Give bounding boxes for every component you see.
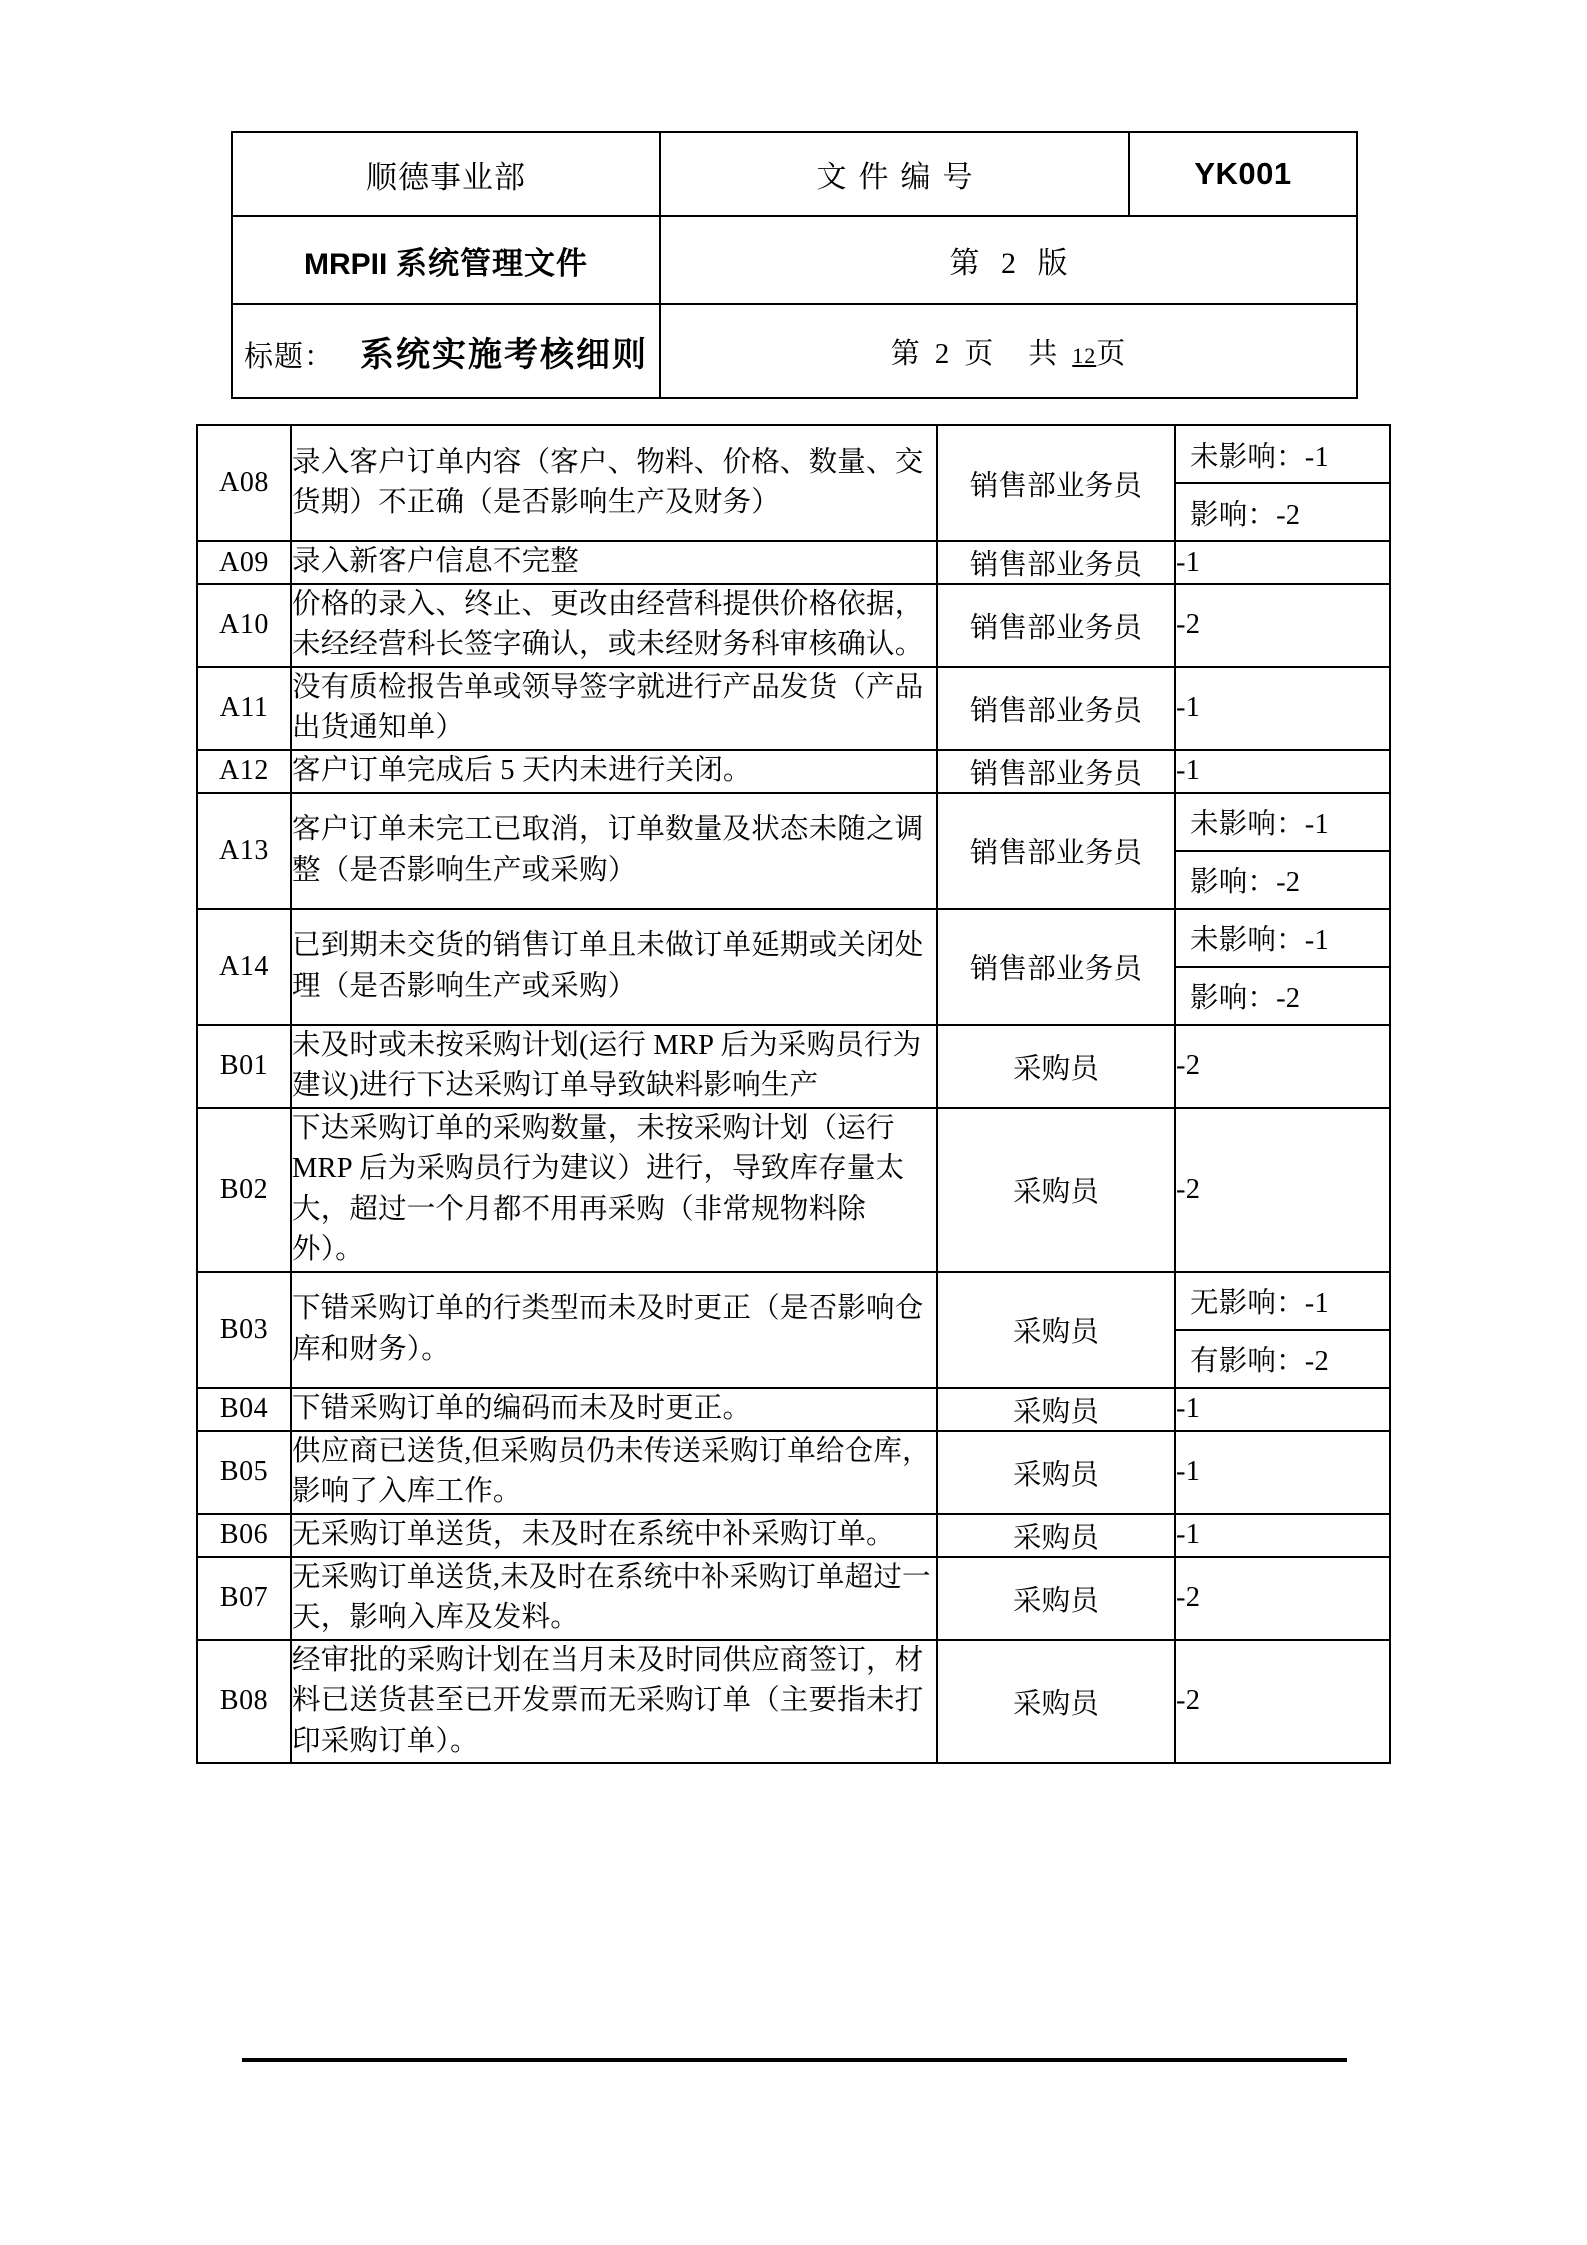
row-score-top: 无影响：-1	[1176, 1273, 1389, 1330]
row-code: B02	[197, 1108, 291, 1272]
page-total-suffix: 页	[1096, 337, 1127, 370]
score-split-row	[1176, 426, 1389, 483]
header-title-label: 标题：	[243, 340, 334, 373]
row-description: 下错采购订单的行类型而未及时更正（是否影响仓库和财务）。	[291, 1272, 937, 1388]
page-title: 系统实施考核细则	[360, 336, 648, 374]
row-score	[1175, 909, 1390, 1025]
score-split-table	[1176, 426, 1389, 540]
row-score-top: 未影响：-1	[1176, 910, 1389, 967]
page-current-number: 2	[934, 337, 951, 370]
page-total-prefix: 共	[1028, 337, 1059, 370]
row-score: -1	[1175, 750, 1390, 793]
row-code: B03	[197, 1272, 291, 1388]
score-split-row	[1176, 851, 1389, 908]
row-description: 录入客户订单内容（客户、物料、价格、数量、交货期）不正确（是否影响生产及财务）	[291, 425, 937, 541]
table-row	[197, 1388, 1390, 1431]
row-code: B01	[197, 1025, 291, 1108]
assessment-table-body	[197, 425, 1390, 1763]
row-description: 客户订单完成后 5 天内未进行关闭。	[291, 750, 937, 793]
row-description: 没有质检报告单或领导签字就进行产品发货（产品出货通知单）	[291, 667, 937, 750]
header-doc-number-label: 文件编号	[660, 132, 1129, 216]
row-role: 销售部业务员	[937, 541, 1175, 584]
page-current-suffix: 页	[964, 337, 995, 370]
header-title-cell	[232, 304, 660, 398]
table-row	[197, 425, 1390, 541]
row-code: A11	[197, 667, 291, 750]
row-score-bottom: 影响：-2	[1190, 983, 1301, 1015]
header-system-doc-suffix: 系统管理文件	[396, 245, 589, 281]
row-role: 采购员	[937, 1431, 1175, 1514]
row-score: -1	[1175, 1514, 1390, 1557]
row-role: 采购员	[937, 1108, 1175, 1272]
table-row	[197, 1108, 1390, 1272]
page-total-number: 12	[1072, 342, 1097, 368]
header-row-system	[232, 216, 1357, 304]
row-score: -2	[1175, 1025, 1390, 1108]
row-role: 采购员	[937, 1557, 1175, 1640]
row-score-bottom: 有影响：-2	[1190, 1346, 1329, 1378]
row-score: -2	[1175, 584, 1390, 667]
score-split-row	[1176, 910, 1389, 967]
table-row	[197, 1272, 1390, 1388]
row-description: 经审批的采购计划在当月未及时同供应商签订，材料已送货甚至已开发票而无采购订单（主要指未打印采购订单）。	[291, 1640, 937, 1763]
table-row	[197, 541, 1390, 584]
row-code: A10	[197, 584, 291, 667]
row-score: -1	[1175, 1388, 1390, 1431]
row-role: 销售部业务员	[937, 793, 1175, 909]
row-score-top: 未影响：-1	[1176, 426, 1389, 483]
row-code: A12	[197, 750, 291, 793]
score-split-row	[1176, 967, 1389, 1024]
row-code: A14	[197, 909, 291, 1025]
row-code: B06	[197, 1514, 291, 1557]
row-score-bottom: 影响：-2	[1190, 867, 1301, 899]
row-role: 销售部业务员	[937, 425, 1175, 541]
row-role: 采购员	[937, 1272, 1175, 1388]
row-description: 未及时或未按采购计划(运行 MRP 后为采购员行为建议)进行下达采购订单导致缺料影响生产	[291, 1025, 937, 1108]
row-score-bottom: 影响：-2	[1190, 499, 1301, 531]
table-row	[197, 1640, 1390, 1763]
row-code: A13	[197, 793, 291, 909]
table-row	[197, 793, 1390, 909]
row-description: 下错采购订单的编码而未及时更正。	[291, 1388, 937, 1431]
score-split-table	[1176, 794, 1389, 908]
table-row	[197, 584, 1390, 667]
row-description: 录入新客户信息不完整	[291, 541, 937, 584]
row-role: 采购员	[937, 1640, 1175, 1763]
score-split-row	[1176, 794, 1389, 851]
row-score: -2	[1175, 1108, 1390, 1272]
row-role: 销售部业务员	[937, 584, 1175, 667]
row-role: 销售部业务员	[937, 667, 1175, 750]
row-description: 供应商已送货,但采购员仍未传送采购订单给仓库，影响了入库工作。	[291, 1431, 937, 1514]
table-row	[197, 667, 1390, 750]
score-split-row	[1176, 1330, 1389, 1387]
table-row	[197, 1431, 1390, 1514]
row-description: 无采购订单送货,未及时在系统中补采购订单超过一天，影响入库及发料。	[291, 1557, 937, 1640]
document-header-table	[231, 131, 1358, 399]
header-row-org	[232, 132, 1357, 216]
row-role: 采购员	[937, 1388, 1175, 1431]
score-split-table	[1176, 1273, 1389, 1387]
header-doc-number-value: YK001	[1129, 132, 1357, 216]
header-edition: 第 2 版	[660, 216, 1357, 304]
row-description: 下达采购订单的采购数量，未按采购计划（运行 MRP 后为采购员行为建议）进行，导致库存量太大，超过一个月都不用再采购（非常规物料除外）。	[291, 1108, 937, 1272]
row-score: -1	[1175, 1431, 1390, 1514]
row-role: 销售部业务员	[937, 750, 1175, 793]
row-code: B08	[197, 1640, 291, 1763]
row-score	[1175, 793, 1390, 909]
page-current-prefix: 第	[890, 337, 921, 370]
score-split-row	[1176, 483, 1389, 540]
row-score-top: 未影响：-1	[1176, 794, 1389, 851]
row-role: 采购员	[937, 1514, 1175, 1557]
table-row	[197, 1557, 1390, 1640]
row-score: -1	[1175, 667, 1390, 750]
row-score: -2	[1175, 1557, 1390, 1640]
table-row	[197, 909, 1390, 1025]
row-description: 已到期未交货的销售订单且未做订单延期或关闭处理（是否影响生产或采购）	[291, 909, 937, 1025]
row-description: 客户订单未完工已取消，订单数量及状态未随之调整（是否影响生产或采购）	[291, 793, 937, 909]
table-row	[197, 1514, 1390, 1557]
footer-divider	[242, 2058, 1347, 2062]
score-split-row	[1176, 1273, 1389, 1330]
row-score	[1175, 1272, 1390, 1388]
row-score	[1175, 425, 1390, 541]
table-row	[197, 750, 1390, 793]
row-code: B07	[197, 1557, 291, 1640]
header-system-doc	[232, 216, 660, 304]
row-role: 采购员	[937, 1025, 1175, 1108]
header-row-title	[232, 304, 1357, 398]
row-role: 销售部业务员	[937, 909, 1175, 1025]
row-code: A09	[197, 541, 291, 584]
row-code: A08	[197, 425, 291, 541]
row-code: B05	[197, 1431, 291, 1514]
assessment-table	[196, 424, 1391, 1764]
header-system-doc-prefix: MRPII	[303, 247, 388, 281]
row-score: -1	[1175, 541, 1390, 584]
table-row	[197, 1025, 1390, 1108]
header-page-info	[660, 304, 1357, 398]
row-description: 无采购订单送货，未及时在系统中补采购订单。	[291, 1514, 937, 1557]
row-score: -2	[1175, 1640, 1390, 1763]
row-code: B04	[197, 1388, 291, 1431]
score-split-table	[1176, 910, 1389, 1024]
header-organization: 顺德事业部	[232, 132, 660, 216]
row-description: 价格的录入、终止、更改由经营科提供价格依据，未经经营科长签字确认，或未经财务科审核确认。	[291, 584, 937, 667]
